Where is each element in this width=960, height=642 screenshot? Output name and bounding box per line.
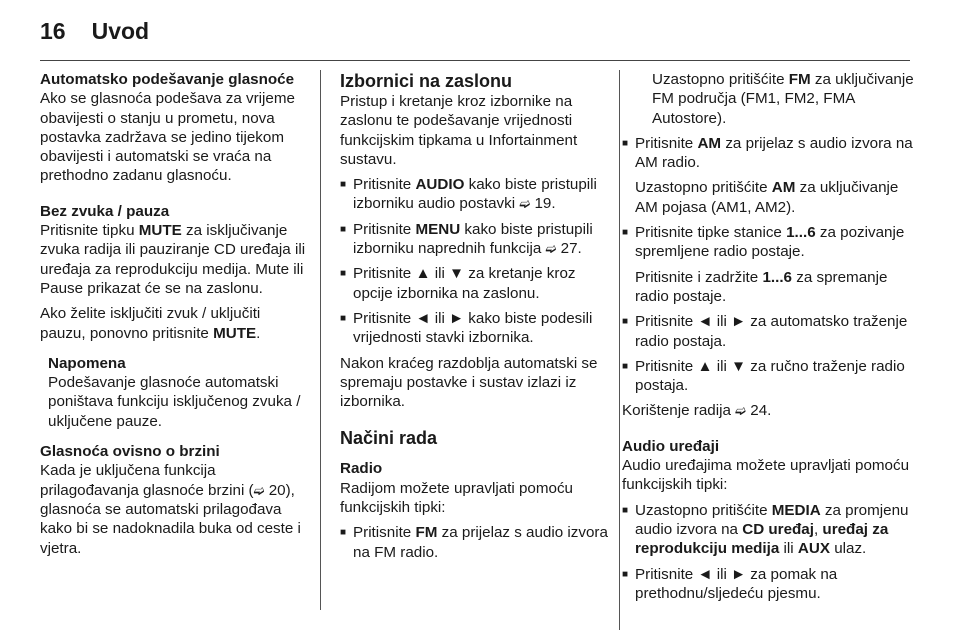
header-rule <box>40 60 910 61</box>
list-item-sub: Uzastopno pritišćite AM za uključivanje AM pojasa (AM1, AM2). <box>635 179 899 216</box>
text-auto-volume: Ako se glasnoća podešava za vrijeme obavijesti o stanju u prometu, nova postavka zadržava se jedino tijekom obavijesti i automatski se vraća na prethodno zadanu glasnoću. <box>40 90 295 185</box>
heading-speed-volume: Glasnoća ovisno o brzini <box>40 443 220 461</box>
column-1 <box>40 70 306 558</box>
page-ref-icon: ➫ <box>545 241 557 257</box>
list-item: ■ Pritisnite AUDIO kako biste pristupili izborniku audio postavki ➫ 19. <box>340 175 610 214</box>
text-fm-bands: Uzastopno pritišćite FM za uključivanje FM područja (FM1, FM2, FMA Autostore). <box>652 71 914 127</box>
list-item-sub: Pritisnite i zadržite 1...6 za spremanje radio postaje. <box>635 268 888 305</box>
note-title: Napomena <box>48 354 126 372</box>
page-number: 16 <box>40 17 66 44</box>
menu-list <box>340 175 610 347</box>
heading-mute: Bez zvuka / pauza <box>40 202 170 220</box>
text-screen-menus: Pristup i kretanje kroz izbornike na zaslonu te podešavanje vrijednosti funkcijskim tipkama u Infortainment sustavu. <box>340 93 578 168</box>
heading-modes: Načini rada <box>340 428 438 449</box>
page-header <box>40 14 149 48</box>
radio-list <box>340 523 610 562</box>
key-mute-2: MUTE <box>213 324 257 342</box>
page-ref-icon: ➫ <box>735 403 747 419</box>
note-text: Podešavanje glasnoće automatski poništava funkciju isključenog zvuka / uključene pauze. <box>48 374 301 430</box>
list-item: ■ Pritisnite ▲ ili ▼ za ručno traženje radio postaja. <box>622 357 914 396</box>
list-item: ■ Pritisnite ◄ ili ► za automatsko traženje radio postaja. <box>622 312 914 351</box>
heading-radio: Radio <box>340 460 383 478</box>
text-radio: Radijom možete upravljati pomoću funkcijskih tipki: <box>340 479 573 517</box>
text-audio-devices: Audio uređajima možete upravljati pomoću funkcijskih tipki: <box>622 457 910 494</box>
chapter-title: Uvod <box>91 17 150 44</box>
heading-audio-devices: Audio uređaji <box>622 437 720 455</box>
heading-auto-volume: Automatsko podešavanje glasnoće <box>40 71 295 88</box>
column-divider-2 <box>619 70 620 630</box>
column-2 <box>340 70 610 562</box>
key-mute: MUTE <box>138 222 182 240</box>
column-divider-1 <box>320 70 321 610</box>
list-item: ■ Pritisnite MENU kako biste pristupili izborniku naprednih funkcija ➫ 27. <box>340 220 610 259</box>
list-item: ■ Pritisnite ◄ ili ► za pomak na prethodnu/sljedeću pjesmu. <box>622 565 914 604</box>
text-unmute: Ako želite isključiti zvuk / uključiti pauzu, ponovno pritisnite MUTE. <box>40 305 261 342</box>
text-using-radio: Korištenje radija ➫ 24. <box>622 402 772 420</box>
text-speed-volume: Kada je uključena funkcija prilagođavanja glasnoće brzini (➫ 20), glasnoća se automatski prilagođava kako bi se nadoknadila buka od ceste i vjetra. <box>40 462 301 557</box>
radio-list-continued <box>622 134 914 396</box>
page-ref-icon: ➫ <box>519 196 531 212</box>
text-menu-timeout: Nakon kraćeg razdoblja automatski se spremaju postavke i sustav izlazi iz izbornika. <box>340 354 598 411</box>
heading-screen-menus: Izbornici na zaslonu <box>340 71 513 91</box>
list-item: ■ Uzastopno pritišćite MEDIA za promjenu audio izvora na CD uređaj, uređaj za reprodukciju medija ili AUX ulaz. <box>622 501 914 559</box>
audio-list <box>622 501 914 603</box>
list-item: ■ Pritisnite ◄ ili ► kako biste podesili vrijednosti stavki izbornika. <box>340 309 610 348</box>
note-box <box>48 354 306 431</box>
list-item: ■ Pritisnite ▲ ili ▼ za kretanje kroz opcije izbornika na zaslonu. <box>340 264 610 303</box>
column-3 <box>622 70 914 603</box>
list-item: ■ Pritisnite AM za prijelaz s audio izvora na AM radio. Uzastopno pritišćite AM za uključivanje AM pojasa (AM1, AM2). <box>622 134 914 217</box>
page-ref-icon: ➫ <box>253 482 265 498</box>
text-mute: Pritisnite tipku MUTE za isključivanje zvuka radija ili pauziranje CD uređaja ili uređaja za reprodukciju medija. Mute ili Pause prikazat će se na zaslonu. <box>40 222 306 297</box>
list-item: ■ Pritisnite FM za prijelaz s audio izvora na FM radio. <box>340 523 610 562</box>
list-item: ■ Pritisnite tipke stanice 1...6 za pozivanje spremljene radio postaje. Pritisnite i zadržite 1...6 za spremanje radio postaje. <box>622 223 914 306</box>
